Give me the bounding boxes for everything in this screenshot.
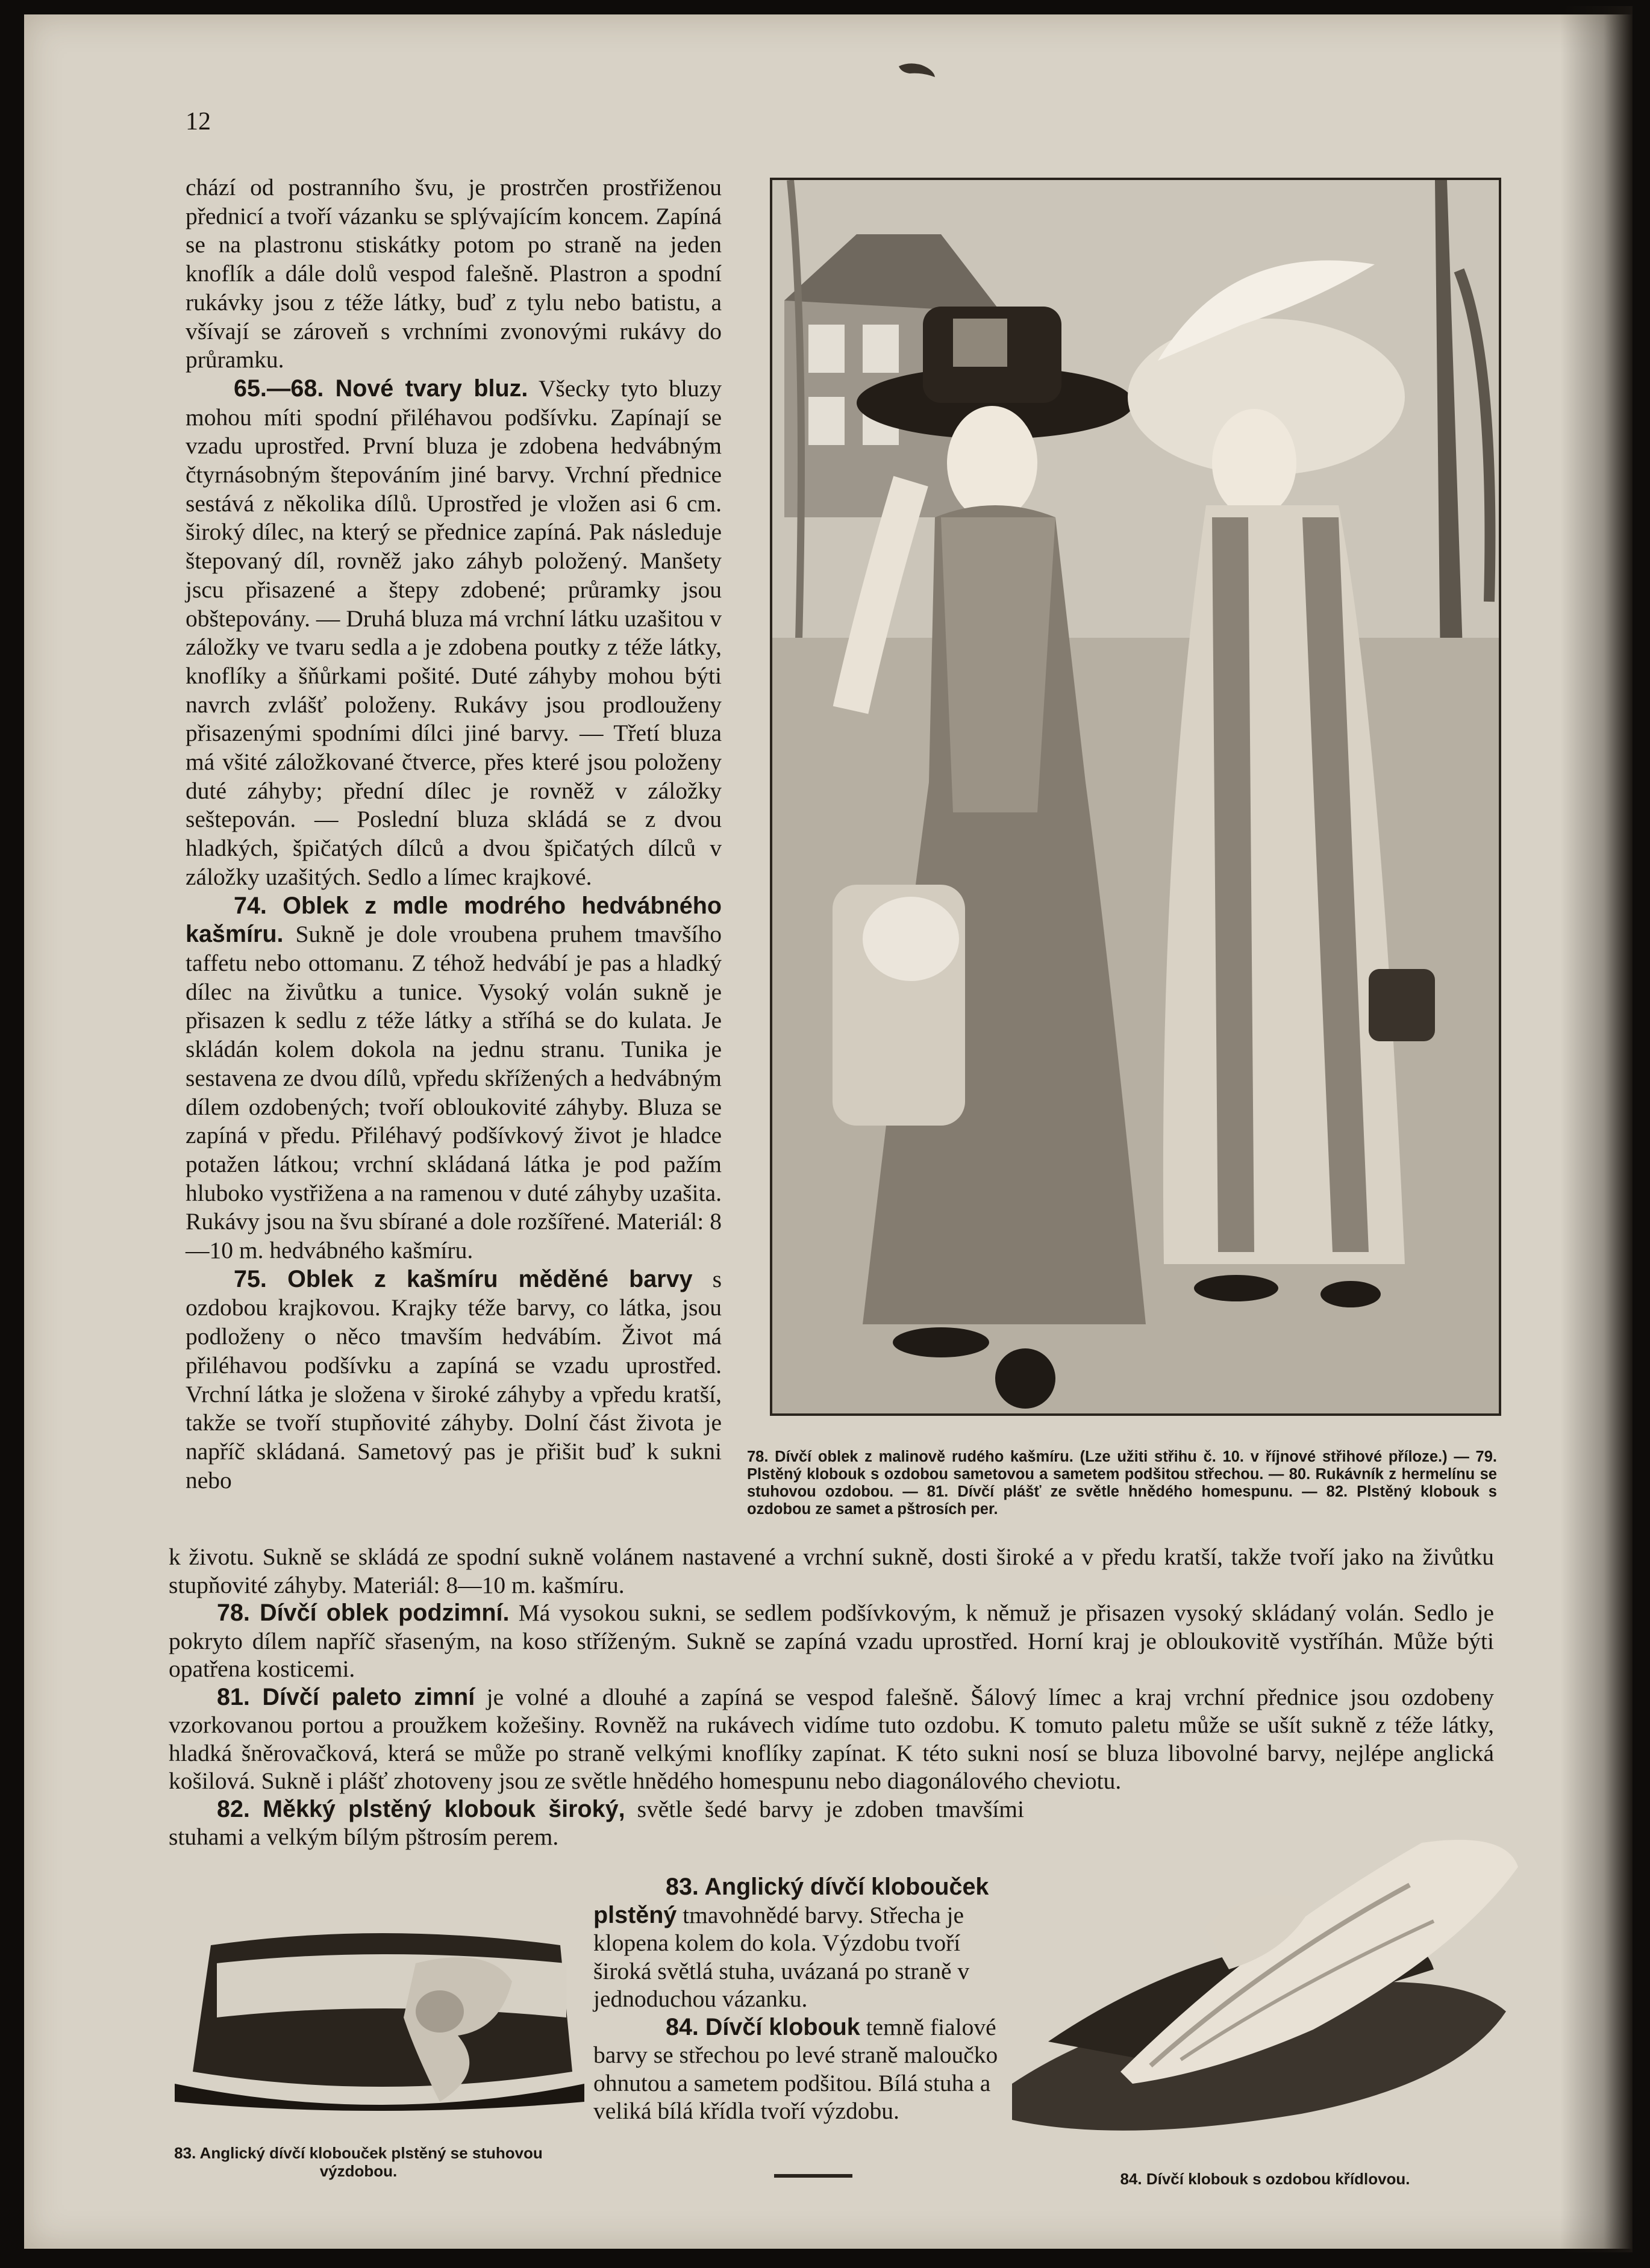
paragraph-75: 75. Oblek z kašmíru měděné barvy s ozdobou krajkovou. Krajky téže barvy, co látka, jsou podloženy o něco tmavším hedvábím. Život má přiléhavou podšívku a zapíná se vzadu uprostřed. Vrchní látka je složena v široké záhyby a vpředu kratší, takže se tvoří stupňovité záhyby. Dolní část života je napříč skládaná. Sametový pas je přišit buď k sukni nebo xyxy=(186,1265,722,1494)
heading-65-68: 65.—68. Nové tvary bluz. xyxy=(234,375,528,402)
paragraph-65-68: 65.—68. Nové tvary bluz. Všecky tyto bluzy mohou míti spodní přiléhavou podšívku. Zapínají se vzadu uprostřed. První bluza je zdobena hedvábným čtyrnásobným štepováním jiné barvy. Vrchní přednice sestává z několika dílů. Uprostřed je vložen asi 6 cm. široký dílec, na který se přednice zapíná. Pak následuje štepovaný díl, rovněž jako záhyb položený. Manšety jscu přisazené a štepy zdobené; průramky jsou obštepovány. — Druhá bluza má vrchní látku uzašitou v záložky ve tvaru sedla a je zdobena poutky z téže látky, knoflíky a šňůrkami pošité. Duté záhyby mohou býti navrch zvlášť položeny. Rukávy jsou prodlouženy přisazenými spodními dílci jiné barvy. — Třetí bluza má všité záložkované čtverce, přes které jsou položeny duté záhyby; přední dílec je rovněž v záložky seštepován. — Poslední bluza skládá se z dvou hladkých, špičatých dílců a dvou špičatých dílců v záložky uzašitých. Sedlo a límec krajkové. xyxy=(186,375,722,890)
heading-74: 74. Oblek z mdle modrého hedvábného kašmíru. xyxy=(186,892,722,948)
heading-75: 75. Oblek z kašmíru měděné barvy xyxy=(234,1265,693,1292)
paragraph-74: 74. Oblek z mdle modrého hedvábného kašmíru. Sukně je dole vroubena pruhem tmavšího taffetu nebo ottomanu. Z téhož hedvábí je pas a hladký dílec na živůtku a tunice. Vysoký volán sukně je přisazen k sedlu z téže látky a stříhá se do kulata. Je skládán kolem dokola na jednu stranu. Tunika je sestavena ze dvou dílů, vpředu skřížených a hedvábným dílem ozdobených; tvoří obloukovité záhyby. Bluza se zapíná v předu. Přiléhavý podšívkový život je hladce potažen látkou; vrchní skládaná látka je pod pažím hluboko vystřižena a na ramenou v duté záhyby uzašita. Rukávy jsou na švu sbírané a dole rozšířené. Materiál: 8—10 m. hedvábného kašmíru. xyxy=(186,892,722,1264)
wide-text-block xyxy=(169,1543,1494,1851)
fashion-plate-illustration xyxy=(770,178,1501,1416)
middle-column-text xyxy=(593,1873,1003,2125)
caption-hat-83: 83. Anglický dívčí klobouček plstěný se stuhovou výzdobou. xyxy=(174,2144,543,2180)
hat-83-illustration xyxy=(175,1921,584,2120)
heading-83: 83. Anglický dívčí klobouček plstěný xyxy=(593,1874,989,1928)
left-column-text xyxy=(186,173,722,1495)
ornament-rule xyxy=(774,2174,852,2178)
page-number: 12 xyxy=(186,108,211,136)
heading-78: 78. Dívčí oblek podzimní. xyxy=(217,1600,510,1626)
caption-fashion-plate: 78. Dívčí oblek z malinově rudého kašmíru. (Lze užiti střihu č. 10. v říjnové střihové příloze.) — 79. Plstěný klobouk s ozdobou sametovou a sametem podšitou střechou. — 80. Rukávník z hermelínu se stuhovou ozdobou. — 81. Dívčí plášť ze světle hnědého homespunu. — 82. Plstěný klobouk s ozdobou ze samet a pštrosích per. xyxy=(747,1448,1497,1518)
ink-blot xyxy=(898,61,936,78)
paragraph-82: 82. Měkký plstěný klobouk široký, světle šedé barvy je zdoben tmavšími stuhami a velkým bílým pštrosím perem. xyxy=(169,1795,1024,1850)
page-gutter-shadow xyxy=(1560,6,1633,2252)
paragraph-75-continued: k životu. Sukně se skládá ze spodní sukně volánem nastavené a vrchní sukně, dosti široké a v předu kratší, takže tvoří jako na živůtku stupňovité záhyby. Materiál: 8—10 m. kašmíru. xyxy=(169,1544,1494,1598)
heading-82: 82. Měkký plstěný klobouk široký, xyxy=(217,1795,625,1822)
paragraph-83: 83. Anglický dívčí klobouček plstěný tmavohnědé barvy. Střecha je klopena kolem do kola. Výzdobu tvoří široká světlá stuha, uvázaná po straně v jednoduchou vázanku. xyxy=(593,1874,989,2012)
paragraph-84: 84. Dívčí klobouk temně fialové barvy se střechou po levé straně maloučko ohnutou a sametem podšitou. Bílá stuha a veliká bílá křídla tvoří výzdobu. xyxy=(593,2013,998,2124)
paragraph-81: 81. Dívčí paleto zimní je volné a dlouhé a zapíná se vespod falešně. Šálový límec a kraj vrchní přednice jsou ozdobeny vzorkovanou portou a proužkem kožešiny. Rovněž na rukávech vidíme tuto ozdobu. K tomuto paletu může se ušít sukně z téže látky, hladká šněrovačková, která se může po straně velkými knoflíky zapínat. K této sukni nosí se bluza libovolné barvy, nejlépe anglická košilová. Sukně i plášť zhotoveny jsou ze světle hnědého homespunu nebo diagonálového cheviotu. xyxy=(169,1683,1494,1794)
heading-81: 81. Dívčí paleto zimní xyxy=(217,1683,475,1710)
heading-84: 84. Dívčí klobouk xyxy=(666,2013,860,2040)
caption-hat-84: 84. Dívčí klobouk s ozdobou křídlovou. xyxy=(1120,2170,1410,2188)
hat-84-illustration xyxy=(1000,1831,1518,2144)
paragraph-78: 78. Dívčí oblek podzimní. Má vysokou sukni, se sedlem podšívkovým, k němuž je přisazen vysoký skládaný volán. Sedlo je pokryto dílem napříč sřaseným, na koso stříženým. Sukně se zapíná vzadu uprostřed. Horní kraj je obloukovitě vystříhán. Může býti opatřena kosticemi. xyxy=(169,1600,1495,1682)
paragraph-continuation: chází od postranního švu, je prostrčen prostřiženou přednicí a tvoří vázanku se splývajícím koncem. Zapíná se na plastronu stiskátky potom po straně na jeden knoflík a dále dolů vespod falešně. Plastron a spodní rukávky jsou z téže látky, buď z tylu nebo batistu, a všívají se zároveň s vrchními zvonovými rukávy do průramku. xyxy=(186,174,722,373)
